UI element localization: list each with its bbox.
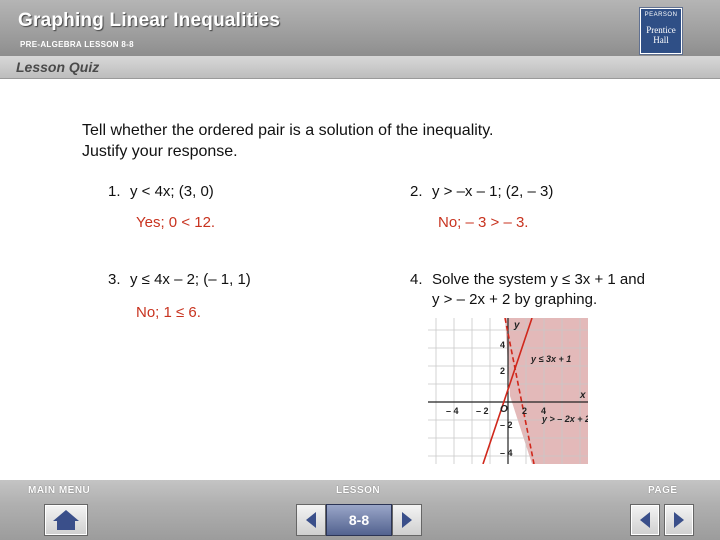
arrow-right-icon — [665, 505, 693, 535]
question-text: y ≤ 4x – 2; (– 1, 1) — [130, 271, 251, 288]
navigation-footer — [0, 480, 720, 540]
x-axis-label: x — [580, 390, 586, 401]
lesson-quiz-label: Lesson Quiz — [16, 59, 100, 75]
tick-y-1: 4 — [500, 340, 506, 350]
question-text-2: y > – 2x + 2 by graphing. — [432, 291, 598, 308]
page-title: Graphing Linear Inequalities — [18, 10, 281, 31]
main-menu-label: MAIN MENU — [28, 485, 91, 496]
solution-region — [505, 318, 588, 464]
question-text: y > –x – 1; (2, – 3) — [432, 183, 554, 200]
logo-name-line2: Hall — [653, 35, 669, 45]
pearson-logo — [640, 8, 682, 54]
logo-name-line1: Prentice — [646, 25, 676, 35]
question-number: 1. — [108, 183, 121, 200]
question-1 — [108, 182, 214, 202]
lesson-label: LESSON — [336, 485, 381, 496]
inequality-graph — [428, 318, 588, 469]
logo-name — [641, 25, 681, 45]
tick-y-3: – 2 — [500, 420, 513, 430]
question-number: 2. — [410, 183, 423, 200]
question-4 — [410, 270, 645, 310]
logo-brand: PEARSON — [644, 12, 678, 18]
question-2 — [410, 182, 553, 202]
tick-y-2: 2 — [500, 366, 506, 376]
page-label: PAGE — [648, 485, 678, 496]
tick-x-4: 4 — [541, 406, 547, 416]
y-axis-label: y — [514, 320, 520, 331]
lesson-navigator — [296, 504, 420, 534]
lesson-quiz-bar — [0, 56, 720, 79]
question-3 — [108, 270, 251, 290]
origin-label: O — [500, 404, 508, 415]
title-bar — [0, 0, 720, 56]
instructions — [82, 120, 494, 162]
next-page-button[interactable] — [664, 504, 694, 536]
instructions-line2: Justify your response. — [82, 143, 238, 160]
question-text: y < 4x; (3, 0) — [130, 183, 214, 200]
answer-3: No; 1 ≤ 6. — [136, 304, 201, 321]
lesson-subtitle: PRE-ALGEBRA LESSON 8-8 — [20, 40, 134, 49]
tick-x-3: 2 — [522, 406, 528, 416]
lesson-number: 8-8 — [326, 504, 392, 536]
answer-1: Yes; 0 < 12. — [136, 214, 216, 231]
tick-y-4: – 4 — [500, 448, 513, 458]
question-number: 4. — [410, 271, 423, 288]
arrow-right-icon — [393, 505, 421, 535]
line1-label: y ≤ 3x + 1 — [531, 354, 572, 364]
tick-x-2: – 2 — [476, 406, 489, 416]
line2-label: y > – 2x + 2 — [542, 414, 588, 424]
tick-x-1: – 4 — [446, 406, 459, 416]
home-icon — [45, 505, 87, 535]
question-text: Solve the system y ≤ 3x + 1 and — [432, 271, 645, 288]
question-number: 3. — [108, 271, 121, 288]
previous-page-button[interactable] — [630, 504, 660, 536]
next-lesson-button[interactable] — [392, 504, 422, 536]
answer-2: No; – 3 > – 3. — [438, 214, 529, 231]
previous-lesson-button[interactable] — [296, 504, 326, 536]
instructions-line1: Tell whether the ordered pair is a solution of the inequality. — [82, 122, 494, 139]
home-button[interactable] — [44, 504, 88, 536]
arrow-left-icon — [297, 505, 325, 535]
arrow-left-icon — [631, 505, 659, 535]
